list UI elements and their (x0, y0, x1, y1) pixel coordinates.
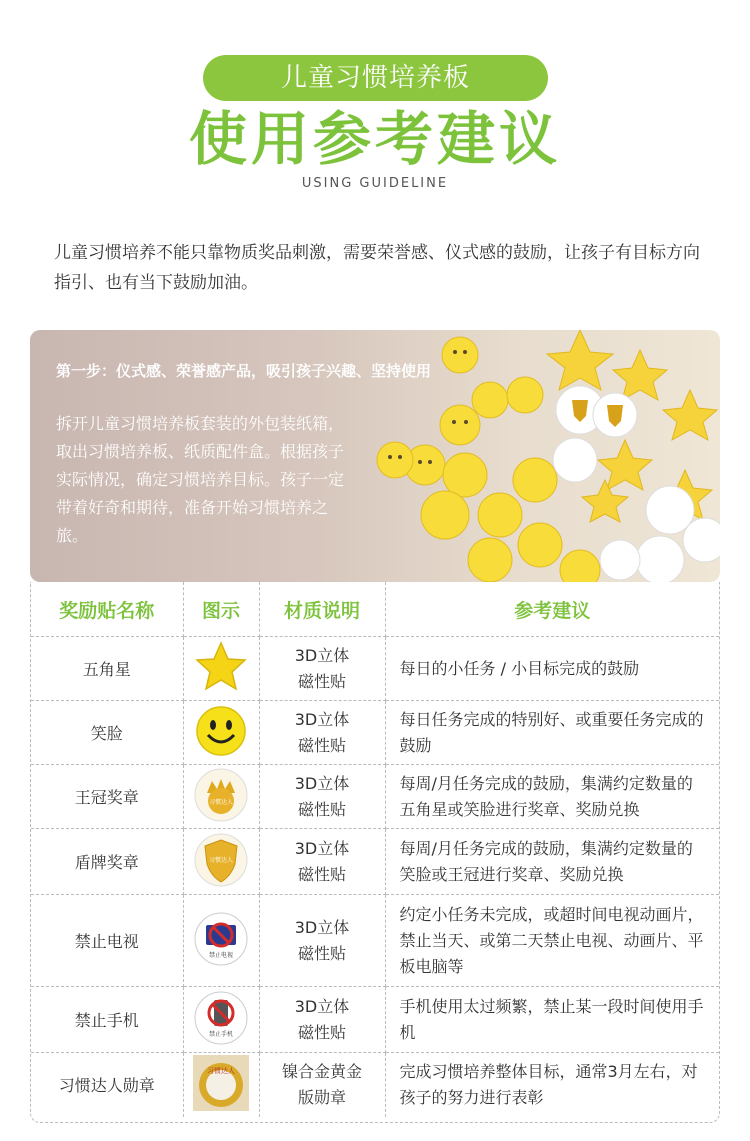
star-icon (193, 639, 249, 695)
page-title: 使用参考建议 (188, 105, 561, 173)
step-text: 拆开儿童习惯培养板套装的外包装纸箱，取出习惯培养板、纸质配件盒。根据孩子实际情况，确定习惯培养目标。孩子一定带着好奇和期待，准备开始习惯培养之旅。 (56, 414, 345, 545)
table-row (31, 1053, 719, 1117)
row-name: 习惯达人勋章 (31, 1053, 183, 1117)
row-material-1: 3D立体 (294, 773, 350, 793)
col-header-icon: 图示 (183, 582, 259, 637)
no-tv-text: 禁止电视 (208, 951, 234, 959)
table-row (31, 829, 719, 895)
header-pill: 儿童习惯培养板 (203, 55, 548, 101)
smiley-icon (193, 703, 249, 759)
step-heading: 第一步：仪式感、荣誉感产品，吸引孩子兴趣、坚持使用 (56, 362, 432, 380)
col-header-material: 材质说明 (259, 582, 385, 637)
row-name: 禁止电视 (31, 895, 183, 987)
row-material-2: 磁性贴 (297, 671, 346, 691)
page-subtitle: USING GUIDELINE (301, 176, 449, 191)
table-row (31, 701, 719, 765)
crown-badge-text: 习惯达人 (208, 798, 234, 806)
row-material-2: 磁性贴 (297, 864, 346, 884)
row-suggestion: 每日任务完成的特别好、或重要任务完成的鼓励 (385, 701, 719, 765)
table-row (31, 637, 719, 701)
row-suggestion: 约定小任务未完成，或超时间电视动画片，禁止当天、或第二天禁止电视、动画片、平板电脑等 (385, 895, 719, 987)
reward-table (31, 582, 719, 1117)
row-material-2: 磁性贴 (297, 943, 346, 963)
row-material-2: 版勋章 (297, 1087, 346, 1107)
row-suggestion: 每周/月任务完成的鼓励，集满约定数量的五角星或笑脸进行奖章、奖励兑换 (385, 765, 719, 829)
col-header-name: 奖励贴名称 (31, 582, 183, 637)
row-name: 笑脸 (31, 701, 183, 765)
shield-badge-text: 习惯达人 (208, 856, 234, 864)
row-material-1: 3D立体 (294, 996, 350, 1016)
no-phone-icon (193, 990, 249, 1046)
row-material-1: 3D立体 (294, 838, 350, 858)
row-material-2: 磁性贴 (297, 735, 346, 755)
table-row (31, 987, 719, 1053)
row-name: 五角星 (31, 637, 183, 701)
no-tv-icon (193, 911, 249, 967)
row-material-2: 磁性贴 (297, 1022, 346, 1042)
row-material-1: 3D立体 (294, 645, 350, 665)
row-name: 禁止手机 (31, 987, 183, 1053)
row-material-1: 3D立体 (294, 917, 350, 937)
row-name: 盾牌奖章 (31, 829, 183, 895)
reward-table-frame (30, 582, 720, 1123)
medal-text: 习惯达人 (207, 1066, 235, 1075)
table-header-row (31, 582, 719, 637)
medal-icon (193, 1055, 249, 1111)
intro-paragraph: 儿童习惯培养不能只靠物质奖品刺激，需要荣誉感、仪式感的鼓励，让孩子有目标方向指引、也有当下鼓励加油。 (54, 243, 700, 293)
col-header-suggestion: 参考建议 (385, 582, 719, 637)
row-material-1: 3D立体 (294, 709, 350, 729)
product-photo-banner (30, 330, 720, 582)
row-name: 王冠奖章 (31, 765, 183, 829)
row-suggestion: 手机使用太过频繁，禁止某一段时间使用手机 (385, 987, 719, 1053)
table-row (31, 895, 719, 987)
row-suggestion: 完成习惯培养整体目标，通常3月左右，对孩子的努力进行表彰 (399, 1061, 698, 1107)
shield-badge-icon (193, 832, 249, 888)
crown-badge-icon (193, 767, 249, 823)
table-row (31, 765, 719, 829)
row-suggestion: 每周/月任务完成的鼓励，集满约定数量的笑脸或王冠进行奖章、奖励兑换 (385, 829, 719, 895)
row-suggestion: 每日的小任务 / 小目标完成的鼓励 (385, 637, 719, 701)
row-material-1: 镍合金黄金 (281, 1061, 362, 1081)
row-material-2: 磁性贴 (297, 799, 346, 819)
no-phone-text: 禁止手机 (208, 1030, 234, 1038)
